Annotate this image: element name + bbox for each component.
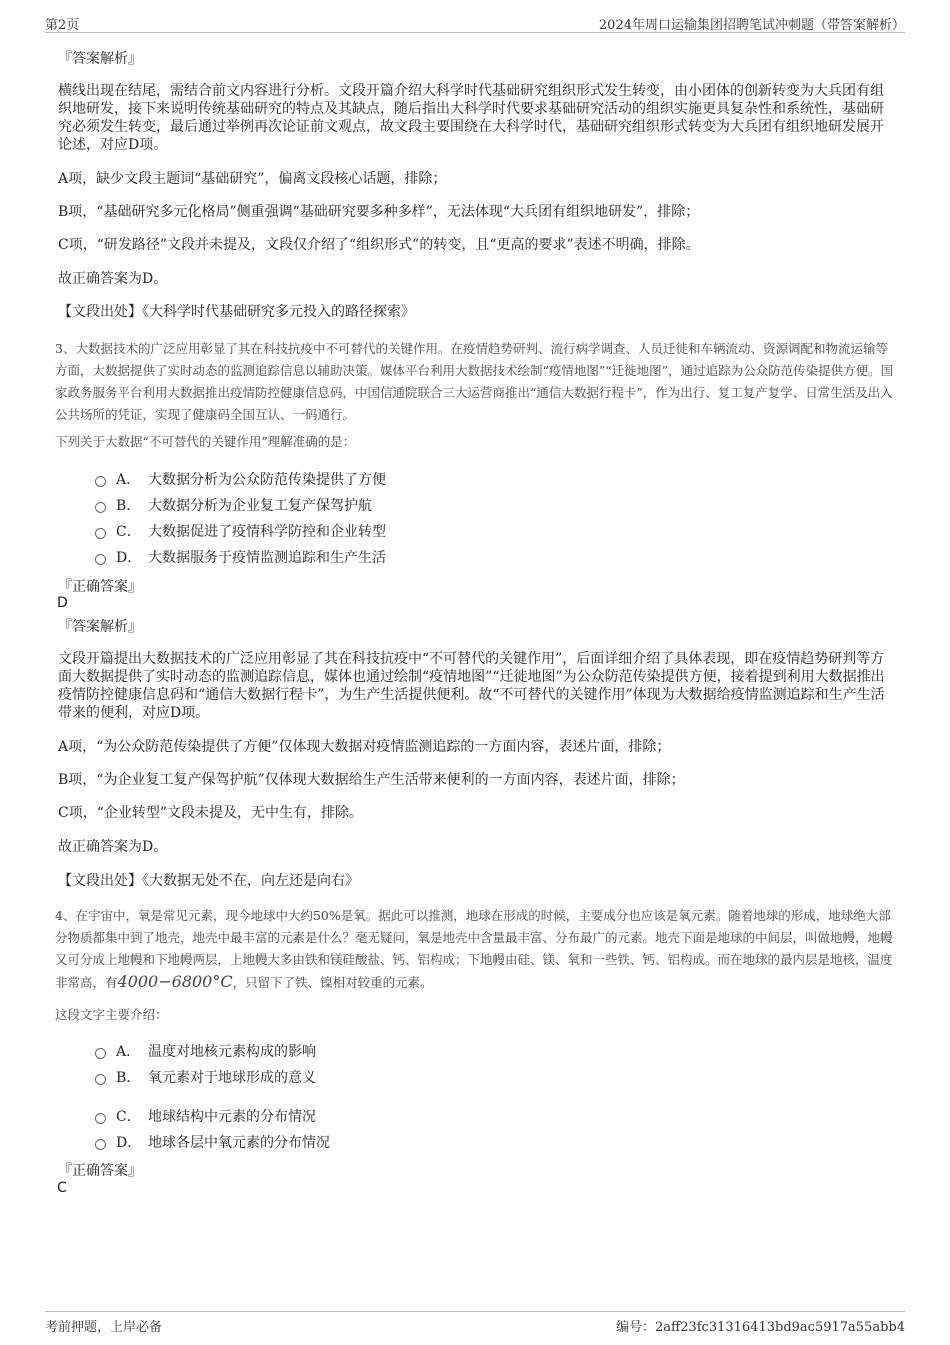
q3-option-c-explain: C项，“企业转型”文段未提及，无中生有，排除。	[58, 805, 364, 821]
q3-option-a[interactable]	[95, 469, 386, 491]
q3-source: 【文段出处】《大数据无处不在，向左还是向右》	[58, 873, 359, 889]
q3-answer-label: 『正确答案』	[58, 579, 142, 595]
q2-option-a-explain: A项，缺少文段主题词“基础研究”，偏离文段核心话题，排除；	[58, 171, 447, 187]
page-footer	[45, 1311, 905, 1334]
option-text: 温度对地核元素构成的影响	[148, 1044, 316, 1060]
q4-answer: C	[57, 1180, 67, 1196]
q2-option-c-explain: C项，“研发路径”文段并未提及，文段仅介绍了“组织形式”的转变，且“更高的要求”表述不明确，排除。	[58, 237, 700, 253]
q3-question: 下列关于大数据“不可替代的关键作用”理解准确的是：	[55, 434, 356, 449]
q3-analysis: 文段开篇提出大数据技术的广泛应用彰显了其在科技抗疫中“不可替代的关键作用”，后面详细介绍了具体表现，即在疫情趋势研判等方面大数据提供了实时动态的监测追踪信息，媒体也通过绘制“疫情地图”“迁徙地图”为公众防范传染提供方便，接着提到利用大数据推出疫情防控健康信息码和“通信大数据行程卡”，为生产生活提供便利。故“不可替代的关键作用”体现为大数据给疫情监测追踪和生产生活带来的便利，对应D项。	[58, 651, 885, 721]
document-id: 编号：2aff23fc31316413bd9ac5917a55abb4	[615, 1320, 905, 1335]
q2-conclusion: 故正确答案为D。	[58, 271, 168, 287]
option-letter: A．	[116, 1044, 141, 1060]
q3-conclusion: 故正确答案为D。	[58, 839, 168, 855]
option-letter: B．	[116, 1070, 141, 1086]
q4-option-c[interactable]	[95, 1106, 316, 1128]
q4-answer-label: 『正确答案』	[58, 1163, 142, 1179]
q4-stem-before: 4、在宇宙中，氧是常见元素，现今地球中大约50%是氧。据此可以推测，地球在形成的时候，主要成分也应该是氧元素。随着地球的形成，地球绝大部分物质都集中到了地壳，地壳中最丰富的元素是什么？毫无疑问，氧是地壳中含量最丰富、分布最广的元素。地壳下面是地球的中间层，叫做地幔，地幔又可分成上地幔和下地幔两层，上地幔大多由铁和镁硅酸盐、钙、铝构成；下地幔由硅、镁、氧和一些铁、钙、铝构成。而在地球的最内层是地核，温度非常高，有	[55, 908, 893, 990]
radio-icon[interactable]	[95, 502, 106, 513]
option-text: 大数据分析为企业复工复产保驾护航	[148, 498, 372, 514]
q3-option-b-explain: B项，“为企业复工复产保驾护航”仅体现大数据给生产生活带来便利的一方面内容，表述片面，排除；	[58, 772, 685, 788]
page-number: 第2页	[45, 18, 80, 33]
q3-option-b[interactable]	[95, 495, 372, 517]
radio-icon[interactable]	[95, 1048, 106, 1059]
document-title: 2024年周口运输集团招聘笔试冲刺题（带答案解析）	[598, 18, 905, 33]
option-text: 大数据促进了疫情科学防控和企业转型	[148, 524, 386, 540]
q4-option-d[interactable]	[95, 1132, 330, 1154]
option-letter: C．	[116, 1109, 141, 1125]
option-text: 地球结构中元素的分布情况	[148, 1109, 316, 1125]
option-text: 氧元素对于地球形成的意义	[148, 1070, 316, 1086]
q3-stem: 3、大数据技术的广泛应用彰显了其在科技抗疫中不可替代的关键作用。在疫情趋势研判、流行病学调查、人员迁徙和车辆流动、资源调配和物流运输等方面，大数据提供了实时动态的监测追踪信息以辅助决策。媒体平台利用大数据技术绘制“疫情地图”“迁徙地图”，通过追踪为公众防范传染提供方便。国家政务服务平台利用大数据推出疫情防控健康信息码，中国信通院联合三大运营商推出“通信大数据行程卡”，作为出行、复工复产复学、日常生活及出入公共场所的凭证，实现了健康码全国互认、一码通行。	[55, 341, 894, 422]
q4-question: 这段文字主要介绍：	[55, 1007, 168, 1022]
q3-option-a-explain: A项，“为公众防范传染提供了方便”仅体现大数据对疫情监测追踪的一方面内容，表述片面，排除；	[58, 739, 671, 755]
radio-icon[interactable]	[95, 554, 106, 565]
q2-analysis: 横线出现在结尾，需结合前文内容进行分析。文段开篇介绍大科学时代基础研究组织形式发生转变，由小团体的创新转变为大兵团有组织地研发，接下来说明传统基础研究的特点及其缺点，随后指出大科学时代要求基础研究活动的组织实施更具复杂性和系统性，基础研究必须发生转变，最后通过举例再次论证前文观点，故文段主要围绕在大科学时代，基础研究组织形式转变为大兵团有组织地研发展开论述，对应D项。	[58, 83, 884, 153]
q4-stem	[55, 905, 897, 994]
q4-option-a[interactable]	[95, 1041, 316, 1063]
q2-source: 【文段出处】《大科学时代基础研究多元投入的路径探索》	[58, 304, 415, 320]
radio-icon[interactable]	[95, 1074, 106, 1085]
option-letter: A．	[116, 472, 141, 488]
q3-option-c[interactable]	[95, 521, 386, 543]
radio-icon[interactable]	[95, 1139, 106, 1150]
q2-option-b-explain: B项，“基础研究多元化格局”侧重强调“基础研究要多种多样”，无法体现“大兵团有组织地研发”，排除；	[58, 204, 700, 220]
option-text: 大数据分析为公众防范传染提供了方便	[148, 472, 386, 488]
option-text: 大数据服务于疫情监测追踪和生产生活	[148, 550, 386, 566]
option-text: 地球各层中氧元素的分布情况	[148, 1135, 330, 1151]
option-letter: D．	[116, 550, 142, 566]
page-header	[45, 12, 905, 33]
radio-icon[interactable]	[95, 528, 106, 539]
q3-analysis-label: 『答案解析』	[58, 619, 142, 635]
radio-icon[interactable]	[95, 1113, 106, 1124]
option-letter: C．	[116, 524, 141, 540]
option-letter: D．	[116, 1135, 142, 1151]
radio-icon[interactable]	[95, 476, 106, 487]
q3-option-d[interactable]	[95, 547, 386, 569]
q3-answer: D	[57, 595, 68, 611]
footer-slogan: 考前押题，上岸必备	[45, 1320, 163, 1335]
q2-analysis-label: 『答案解析』	[58, 51, 142, 67]
q4-stem-after: ，只留下了铁、镍相对较重的元素。	[232, 975, 433, 990]
q4-option-b[interactable]	[95, 1067, 316, 1089]
option-letter: B．	[116, 498, 141, 514]
temperature-formula: 4000−6800°C	[117, 972, 233, 991]
